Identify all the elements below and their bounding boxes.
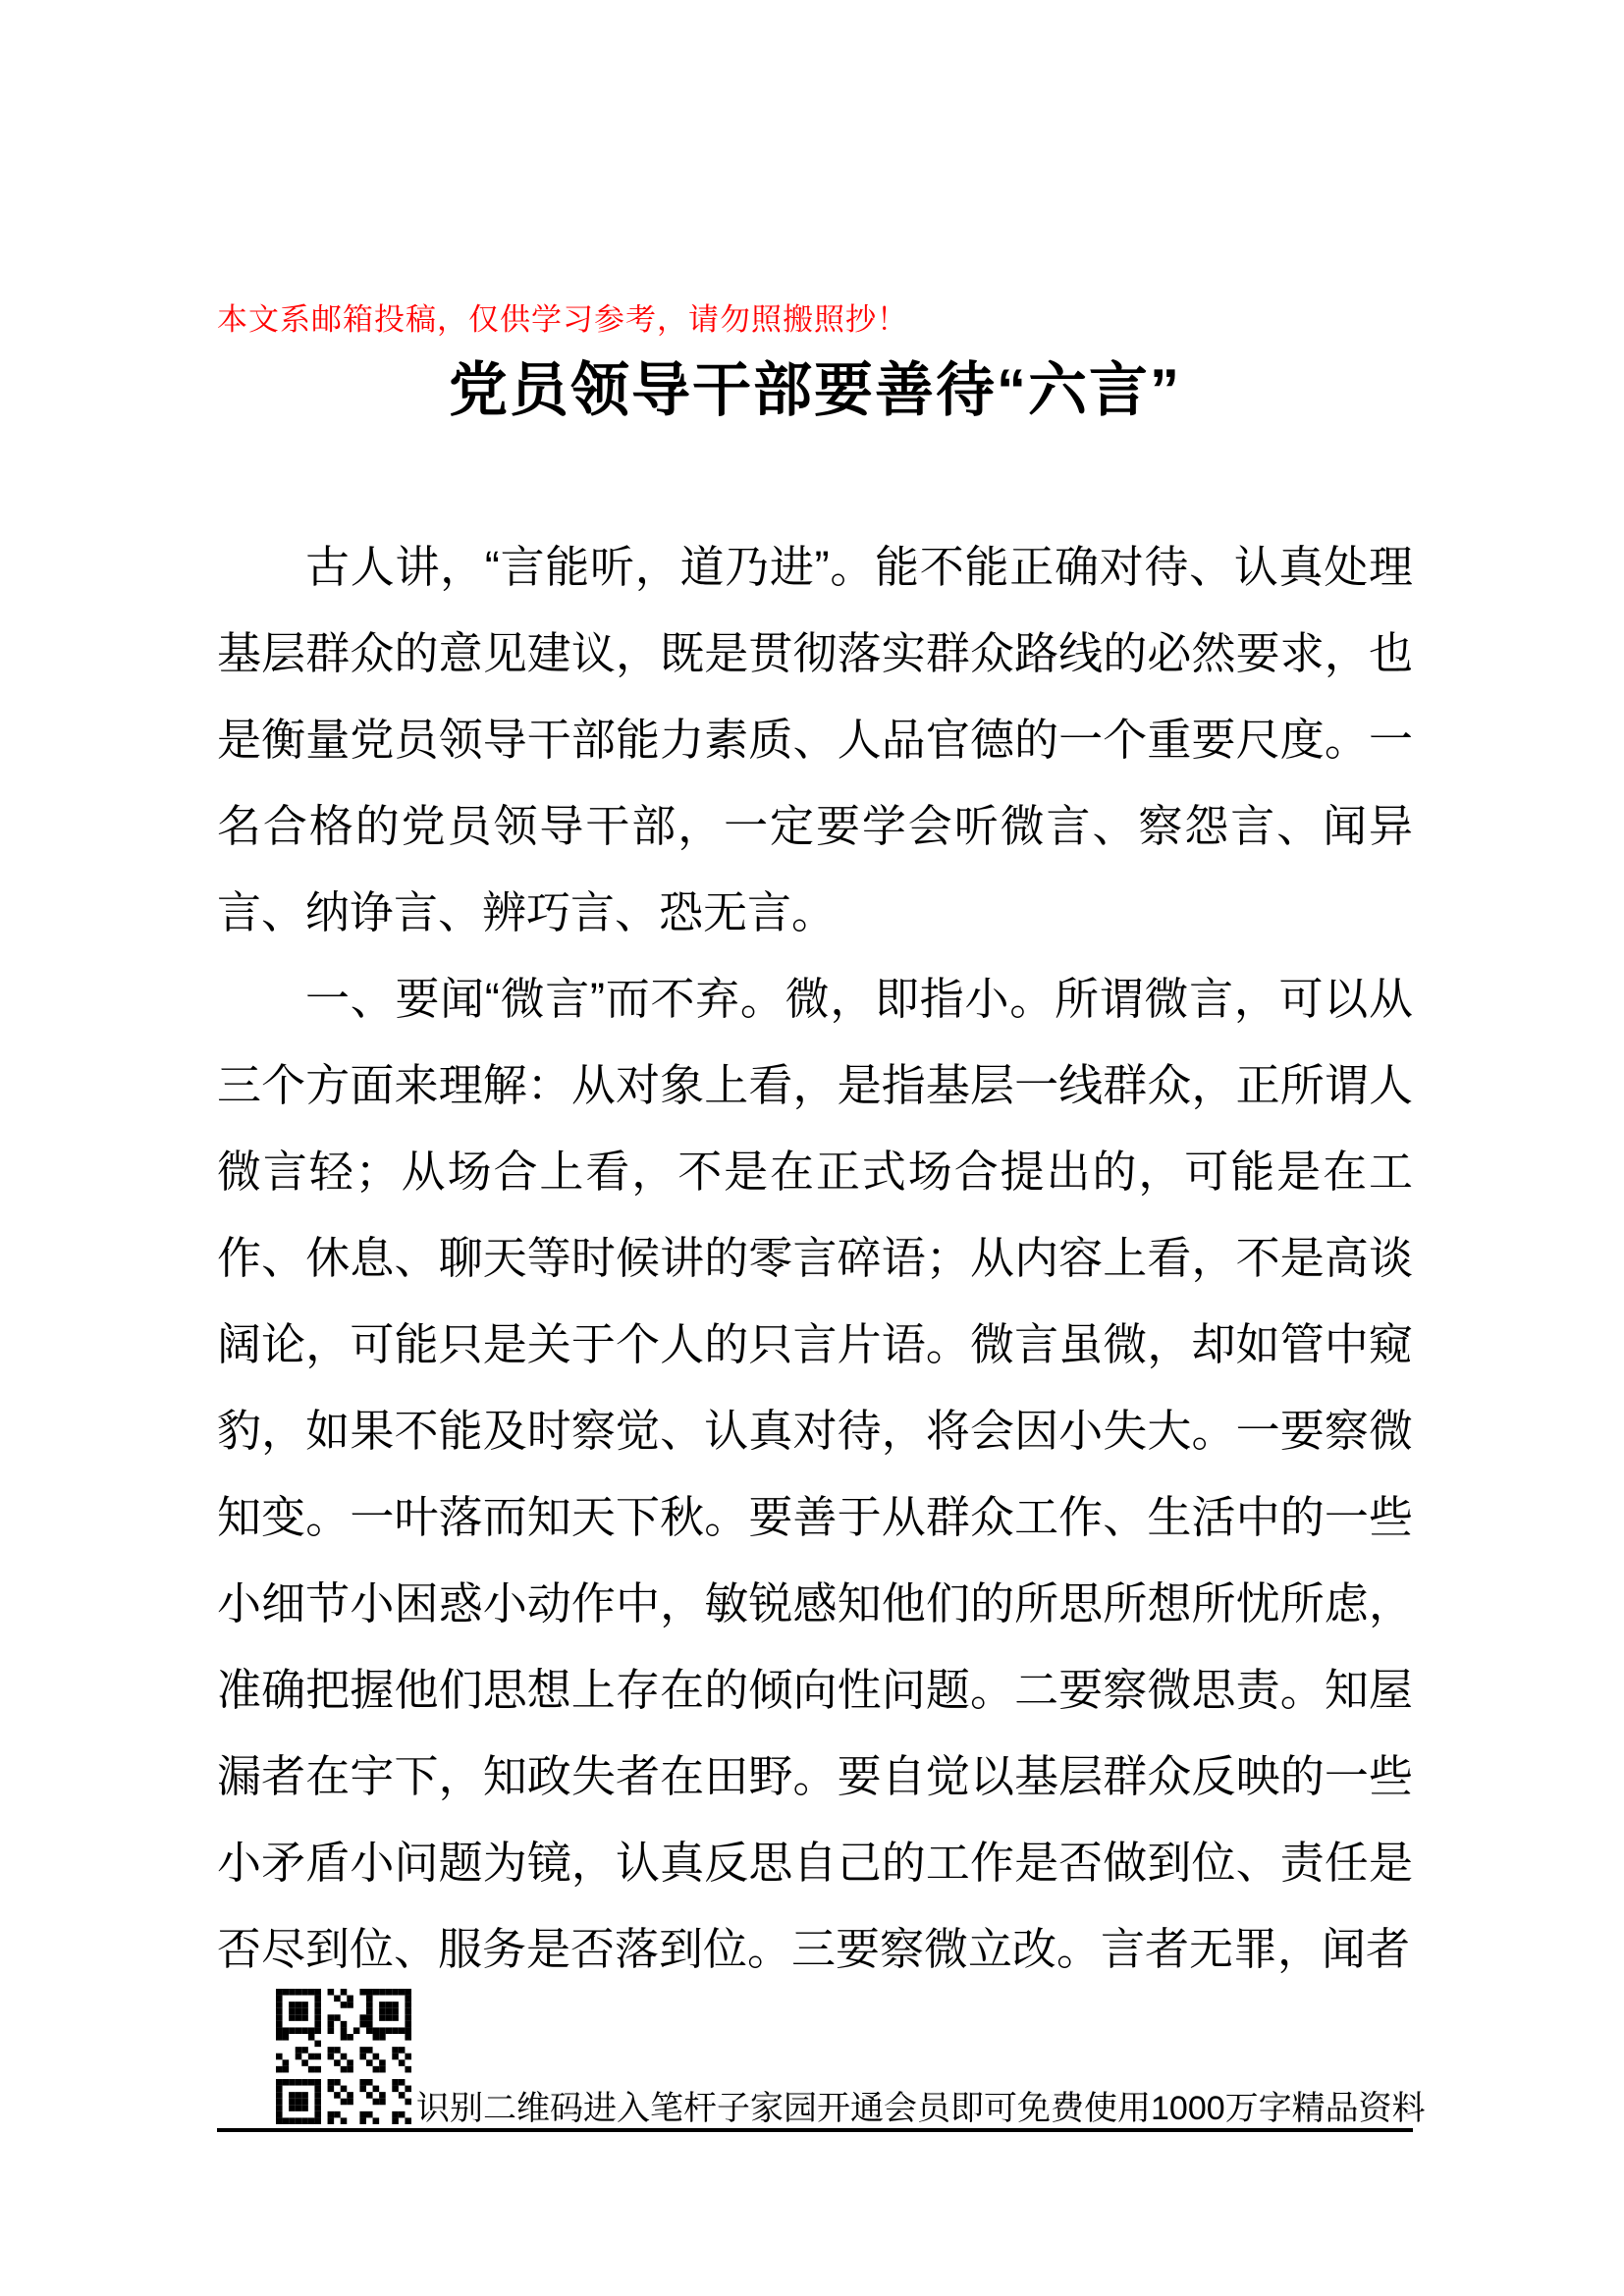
document-body: [217, 524, 1413, 1993]
qr-code-image: [276, 1989, 411, 2124]
footer-text: 识别二维码进入笔杆子家园开通会员即可免费使用1000万字精品资料: [416, 2090, 1426, 2127]
disclaimer-text: 本文系邮箱投稿，仅供学习参考，请勿照搬照抄！: [217, 302, 908, 337]
body-paragraph: 一、要闻“微言”而不弃。微，即指小。所谓微言，可以从三个方面来理解：从对象上看，是指基层一线群众，正所谓人微言轻；从场合上看，不是在正式场合提出的，可能是在工作、休息、聊天等时候讲的零言碎语；从内容上看，不是高谈阔论，可能只是关于个人的只言片语。微言虽微，却如管中窥豹，如果不能及时察觉、认真对待，将会因小失大。一要察微知变。一叶落而知天下秋。要善于从群众工作、生活中的一些小细节小困惑小动作中，敏锐感知他们的所思所想所忧所虑，准确把握他们思想上存在的倾向性问题。二要察微思责。知屋漏者在宇下，知政失者在田野。要自觉以基层群众反映的一些小矛盾小问题为镜，认真反思自己的工作是否做到位、责任是否尽到位、服务是否落到位。三要察微立改。言者无罪，闻者: [217, 974, 1413, 1974]
body-paragraph: 古人讲，“言能听，道乃进”。能不能正确对待、认真处理基层群众的意见建议，既是贯彻落实群众路线的必然要求，也是衡量党员领导干部能力素质、人品官德的一个重要尺度。一名合格的党员领导干部，一定要学会听微言、察怨言、闻异言、纳诤言、辨巧言、恐无言。: [217, 542, 1413, 937]
document-title: 党员领导干部要善待“六言”: [449, 357, 1181, 423]
footer-divider: [217, 2128, 1413, 2132]
